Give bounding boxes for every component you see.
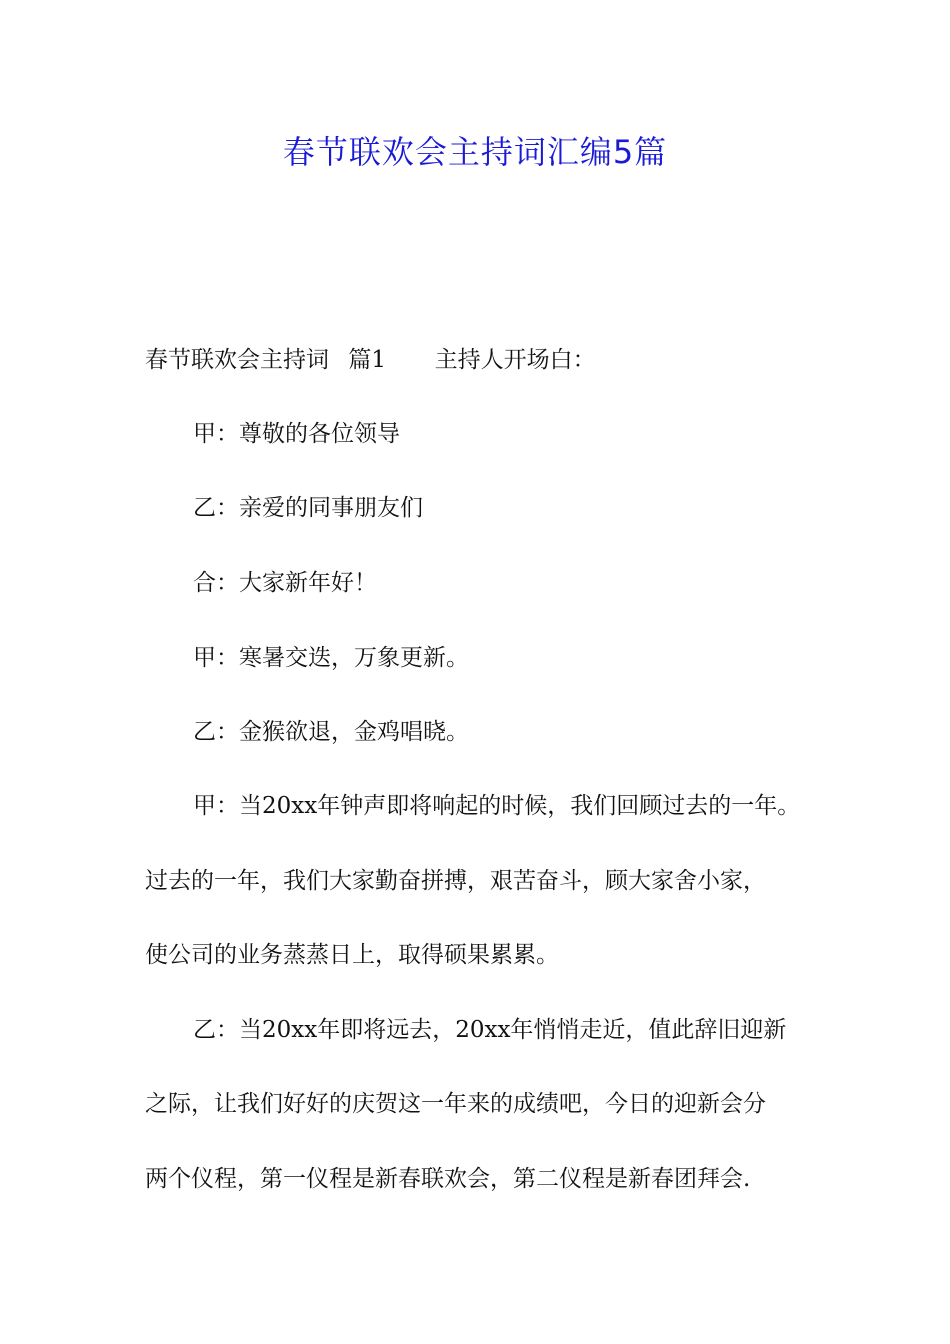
paragraph-line: 乙：当20xx年即将远去，20xx年悄悄走近，值此辞旧迎新 (193, 1017, 787, 1043)
paragraph-line: 乙：金猴欲退，金鸡唱晓。 (193, 719, 469, 745)
opening-label: 主持人开场白： (434, 347, 596, 373)
paragraph-line: 两个仪程，第一仪程是新春联欢会，第二仪程是新春团拜会. (145, 1166, 751, 1192)
paragraph-line: 使公司的业务蒸蒸日上，取得硕果累累。 (145, 942, 559, 968)
section-number: 篇1 (348, 347, 386, 373)
paragraph-line: 合：大家新年好！ (193, 570, 377, 596)
document-title: 春节联欢会主持词汇编5篇 (282, 133, 668, 171)
paragraph-line: 甲：当20xx年钟声即将响起的时候，我们回顾过去的一年。 (193, 793, 801, 819)
paragraph-line: 过去的一年，我们大家勤奋拼搏，艰苦奋斗，顾大家舍小家， (145, 868, 766, 894)
paragraph-line: 之际，让我们好好的庆贺这一年来的成绩吧，今日的迎新会分 (145, 1091, 766, 1117)
paragraph-line: 甲：寒暑交迭，万象更新。 (193, 645, 469, 671)
paragraph-line: 甲：尊敬的各位领导 (193, 421, 400, 447)
section-heading: 春节联欢会主持词 (145, 347, 329, 373)
paragraph-line: 乙：亲爱的同事朋友们 (193, 495, 423, 521)
section-heading-line (145, 344, 825, 376)
